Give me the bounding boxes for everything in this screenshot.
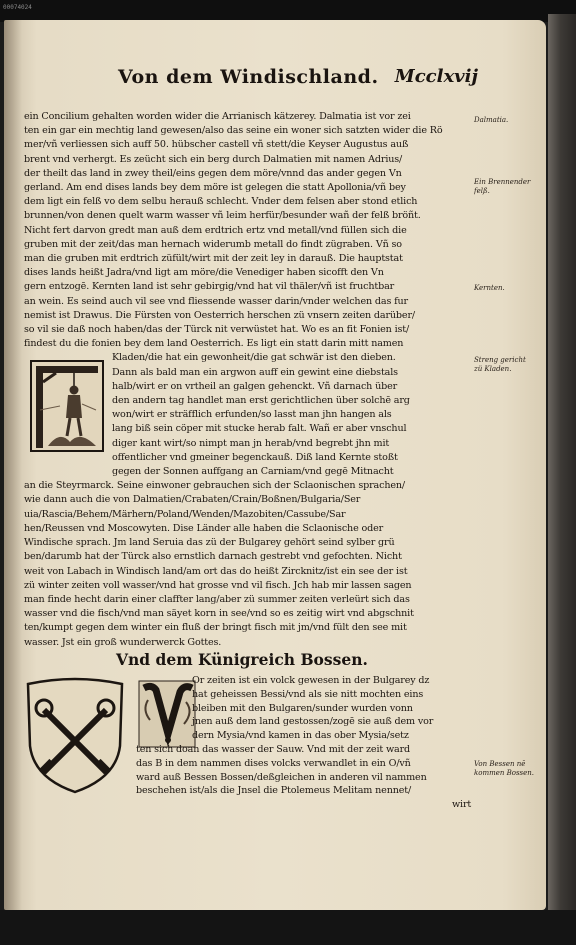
text-line: offentlicher vnd gmeiner begenckauß. Diß land Kernte stoßt	[112, 451, 398, 463]
text-line: den andern tag handlet man erst gerichtlichen über solchē arg	[112, 395, 410, 407]
margin-note-text: kommen Bossen.	[474, 769, 535, 777]
gallows-hanging-figure-icon	[30, 360, 104, 452]
text-line: wasser vnd die fisch/vnd man säyet korn in see/vnd so es zeitig wirt vnd abgschnit	[24, 608, 414, 620]
top-edge	[0, 0, 576, 22]
text-line: hen/Reussen vnd Moscowyten. Dise Länder alle haben die Sclaonische oder	[24, 522, 384, 534]
bottom-edge	[0, 910, 576, 945]
margin-note-text: Von Bessen nē	[474, 760, 526, 768]
margin-note-brennender-fels	[474, 178, 538, 196]
text-line: lang biß sein cöper mit stucke herab falt. Wañ er aber vnschul	[112, 423, 407, 435]
text-line: wie dann auch die von Dalmatien/Crabaten/Crain/Boßnen/Bulgaria/Ser	[24, 494, 361, 506]
margin-note-text: Streng gericht	[474, 356, 526, 364]
text-line: weit von Labach in Windisch land/am ort das do heißt Zircknitz/ist ein see der ist	[24, 565, 408, 577]
page-header	[108, 66, 478, 100]
margin-note-text: Ein Brennender	[474, 178, 531, 186]
text-line: dem ligt ein felß vo dem selbu herauß schlecht. Vnder dem felsen aber stond etlich	[24, 196, 418, 208]
section-heading: Vnd dem Künigreich Bossen.	[116, 650, 368, 669]
text-line: ward auß Bessen Bossen/deßgleichen in anderen vil nammen	[136, 771, 427, 783]
section-paragraph	[24, 674, 472, 812]
catchword: wirt	[452, 799, 472, 811]
text-line: halb/wirt er on vrtheil an galgen gehenckt. Vñ darnach über	[112, 380, 398, 392]
text-line: gern entzogē. Kernten land ist sehr gebirgig/vnd hat vil thäler/vñ ist fruchtbar	[24, 281, 395, 293]
text-line: gegen der Sonnen auffgang an Carniam/vnd gegē Mitnacht	[112, 466, 394, 478]
text-line: Dann als bald man ein argwon auff ein gewint eine diebstals	[112, 366, 398, 378]
text-line: man die gruben mit erdtrich züfült/wirt mit der zeit ley in darauß. Die hauptstat	[24, 253, 403, 265]
text-line: brent vnd verhergt. Es zeücht sich ein berg durch Dalmatien mit namen Adrius/	[24, 153, 403, 165]
margin-note-kladen	[474, 356, 538, 374]
text-line: gruben mit der zeit/das man hernach widerumb metall do findt zügraben. Vñ so	[24, 238, 402, 250]
text-line: dises lands heißt Jadra/vnd ligt am möre/die Venediger haben sicofft den Vn	[24, 267, 384, 279]
text-line: ten sich doan das wasser der Sauw. Vnd mit der zeit ward	[136, 743, 411, 755]
text-line: uia/Rascia/Behem/Märhern/Poland/Wenden/Mazobiten/Cassube/Sar	[24, 508, 346, 520]
text-line: wasser. Jst ein groß wunderwerck Gottes.	[24, 636, 222, 648]
text-line: an die Steyrmarck. Seine einwoner gebrauchen sich der Sclaonischen sprachen/	[24, 480, 406, 492]
text-line: Windische sprach. Jm land Seruia das zü der Bulgarey gehört seind sylber grü	[24, 537, 395, 549]
text-line: dern Mysia/vnd kamen in das ober Mysia/setz	[192, 730, 409, 742]
text-line: ein Concilium gehalten worden wider die Arrianisch kätzerey. Dalmatia ist vor zei	[24, 111, 411, 122]
text-line: Or zeiten ist ein volck gewesen in der Bulgarey dz	[192, 675, 430, 686]
text-line: beschehen ist/als die Jnsel die Ptolemeus Melitam nennet/	[136, 785, 412, 797]
text-line: diger kant wirt/so nimpt man jn herab/vnd begrebt jhn mit	[112, 437, 390, 449]
margin-note-text: Kernten.	[474, 284, 505, 292]
margin-note-text: Dalmatia.	[474, 116, 509, 124]
running-title: Von dem Windischland.	[118, 66, 379, 88]
scan-id: 00074024	[3, 4, 32, 11]
book-spine	[548, 14, 576, 919]
margin-note-kernten	[474, 284, 538, 293]
text-line: man finde hecht darin einer claffter lang/aber zü summer zeiten verleürt sich das	[24, 593, 410, 605]
folio-number: Mcclxvij	[394, 66, 478, 87]
gutter-shadow	[4, 20, 22, 910]
margin-note-dalmatia	[474, 116, 538, 125]
gallows-woodcut	[30, 360, 104, 452]
text-line: zü winter zeiten voll wasser/vnd hat grosse vnd vil fisch. Jch hab mir lassen sagen	[24, 579, 412, 591]
text-line: an wein. Es seind auch vil see vnd fliessende wasser darin/vnder welchen das fur	[24, 295, 408, 307]
text-line: brunnen/von denen quelt warm wasser vñ leim herfür/besunder wañ der felß bröñt.	[24, 210, 421, 222]
text-line: ten/kumpt gegen dem winter ein fluß der bringt fisch mit jm/vnd fült den see mit	[24, 622, 407, 634]
margin-note-bossen	[474, 760, 538, 778]
text-line: findest du die fonien bey dem land Oesterrich. Es ligt ein statt darin mitt namen	[24, 338, 404, 350]
margin-note-text: felß.	[474, 187, 490, 195]
text-line: bleiben mit den Bulgaren/sunder wurden vonn	[192, 702, 413, 714]
text-line: so vil sie daß noch haben/das der Türck nit verwüstet hat. Wo es an fit Fonien ist/	[24, 324, 410, 336]
text-line: das B in dem nammen dises volcks verwandlet in ein O/vñ	[136, 757, 411, 769]
text-line: nemist ist Drawus. Die Fürsten von Oesterrich herschen zü vnsern zeiten darüber/	[24, 309, 415, 321]
text-line: Kladen/die hat ein gewonheit/die gat schwär ist den dieben.	[112, 352, 396, 364]
text-line: ten ein gar ein mechtig land gewesen/also das seine ein woner sich satzten wider die Rö	[24, 125, 443, 137]
margin-note-text: zü Kladen.	[474, 365, 512, 373]
text-line: won/wirt er sträfflich erfunden/so lasst man jhn hangen als	[112, 409, 392, 421]
text-line: jnen auß dem land gestossen/zogē sie auß dem vor	[192, 716, 434, 728]
text-line: hat geheissen Bessi/vnd als sie nitt mochten eins	[192, 688, 424, 700]
text-line: Nicht fert darvon gredt man auß dem erdtrich ertz vnd metall/vnd füllen sich die	[24, 224, 407, 236]
text-line: der theilt das land in zwey theil/eins gegen dem möre/vnnd das ander gegen Vn	[24, 167, 402, 179]
text-line: mer/vñ verliessen sich auff 50. hübscher castell vñ stett/die Keyser Augustus auß	[24, 139, 409, 151]
text-line: gerland. Am end dises lands bey dem möre ist gelegen die statt Apollonia/vñ bey	[24, 182, 406, 194]
text-line: ben/darumb hat der Türck also ernstlich darnach gestrebt vnd gefochten. Nicht	[24, 551, 402, 563]
